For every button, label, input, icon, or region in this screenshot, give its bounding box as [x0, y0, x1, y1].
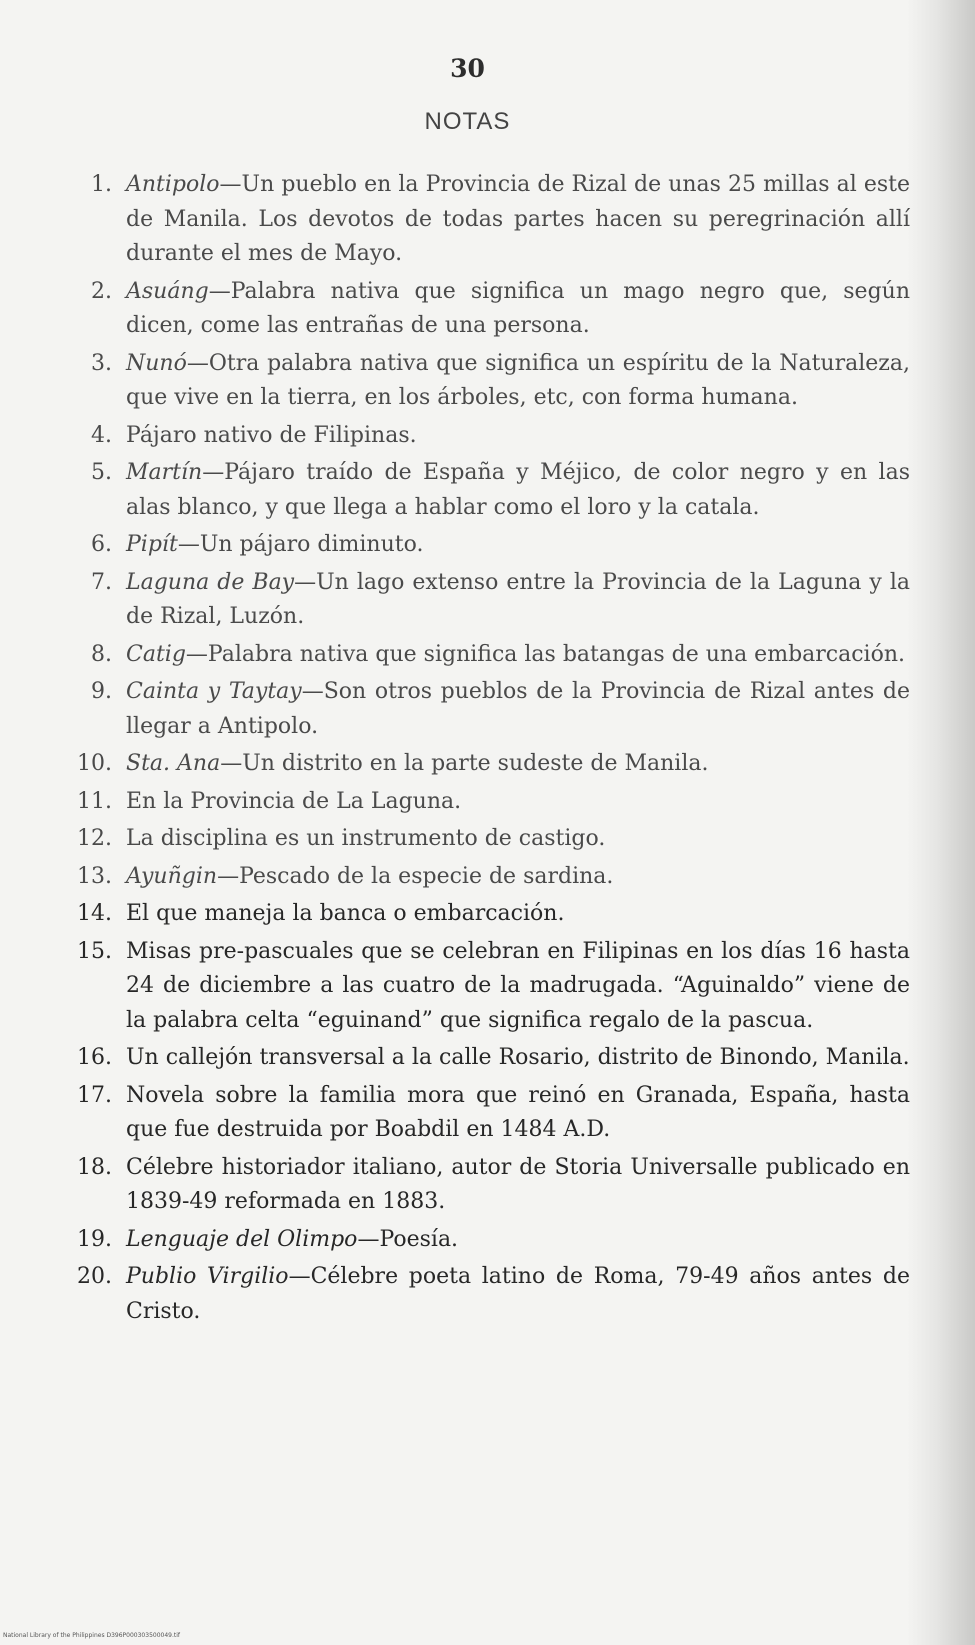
note-number: 10. — [77, 751, 112, 776]
note-number: 8. — [91, 641, 112, 667]
note-number: 13. — [77, 863, 112, 889]
note-item — [62, 1079, 910, 1148]
note-number: 18. — [77, 1154, 112, 1180]
note-number: 20. — [77, 1264, 112, 1289]
note-text: La disciplina es un instrumento de castigo. — [126, 826, 606, 851]
note-number: 9. — [91, 679, 112, 704]
note-number: 4. — [91, 422, 112, 448]
note-item: 1. Antipolo—Un pueblo en la Provincia de Rizal de unas 25 millas al este de Manila. Los devotos de todas partes hacen su peregrinación allí durante el mes de Mayo. — [62, 168, 910, 272]
note-item — [62, 897, 910, 932]
note-item — [62, 785, 910, 820]
note-item: 13. Ayuñgin—Pescado de la especie de sardina. — [62, 860, 910, 895]
note-item: 2. Asuáng—Palabra nativa que significa un mago negro que, según dicen, come las entrañas de una persona. — [62, 275, 910, 344]
note-text: Pájaro traído de España y Méjico, de color negro y en las alas blanco, y que llega a hablar como el loro y la catala. — [126, 460, 910, 520]
note-number: 19. — [77, 1226, 112, 1252]
note-number: 11. — [77, 788, 112, 814]
note-text: Misas pre-pascuales que se celebran en Filipinas en los días 16 hasta 24 de diciembre a las cuatro de la madrugada. “Aguinaldo” viene de la palabra celta “eguinand” que significa regalo de la pascua. — [126, 938, 910, 1033]
note-text: Un pueblo en la Provincia de Rizal de unas 25 millas al este de Manila. Los devotos de todas partes hacen su peregrinación allí durante el mes de Mayo. — [126, 172, 910, 266]
note-item — [62, 1041, 910, 1076]
note-text: Novela sobre la familia mora que reinó en Granada, España, hasta que fue destruida por Boabdil en 1484 A.D. — [126, 1082, 910, 1142]
note-text: Poesía. — [379, 1226, 459, 1252]
notes-list — [62, 168, 910, 1332]
note-term: Laguna de Bay — [126, 569, 295, 595]
note-item: 5. Martín—Pájaro traído de España y Méjico, de color negro y en las alas blanco, y que llega a hablar como el loro y la catala. — [62, 456, 910, 525]
note-term: Asuáng — [126, 278, 209, 304]
scan-footer: National Library of the Philippines D396P000303500049.tif — [3, 1632, 181, 1639]
note-number: 12. — [77, 826, 112, 851]
note-number: 2. — [91, 278, 112, 304]
note-term: Martín — [126, 460, 203, 485]
note-number: 15. — [77, 938, 112, 964]
note-term: Sta. Ana — [126, 751, 221, 776]
note-item: 8. Catig—Palabra nativa que significa las batangas de una embarcación. — [62, 638, 910, 673]
note-text: Un distrito en la parte sudeste de Manila. — [242, 751, 709, 776]
note-item: 3. Nunó—Otra palabra nativa que significa un espíritu de la Naturaleza, que vive en la tierra, en los árboles, etc, con forma humana. — [62, 347, 910, 416]
page-number: 30 — [450, 54, 485, 83]
page-title: NOTAS — [424, 108, 511, 135]
note-text: Palabra nativa que significa un mago negro que, según dicen, come las entrañas de una persona. — [126, 278, 910, 338]
note-text: Un lago extenso entre la Provincia de la Laguna y la de Rizal, Luzón. — [126, 569, 910, 629]
note-item: 7. Laguna de Bay—Un lago extenso entre la Provincia de la Laguna y la de Rizal, Luzón. — [62, 566, 910, 635]
note-number: 6. — [91, 532, 112, 557]
note-term: Ayuñgin — [126, 863, 218, 889]
note-item — [62, 419, 910, 454]
note-number: 5. — [91, 460, 112, 485]
note-term: Cainta y Taytay — [126, 679, 302, 704]
note-item — [62, 1151, 910, 1220]
note-text: El que maneja la banca o embarcación. — [126, 901, 565, 926]
note-term: Lenguaje del Olimpo — [126, 1226, 358, 1252]
note-number: 7. — [91, 569, 112, 595]
note-term: Nunó — [126, 350, 187, 376]
note-number: 16. — [77, 1045, 112, 1070]
note-term: Publio Virgilio — [126, 1264, 289, 1289]
note-item: 10. Sta. Ana—Un distrito en la parte sudeste de Manila. — [62, 747, 910, 782]
note-item: 19. Lenguaje del Olimpo—Poesía. — [62, 1223, 910, 1258]
note-item — [62, 822, 910, 857]
note-text: Palabra nativa que significa las batangas de una embarcación. — [207, 641, 905, 667]
note-text: Pájaro nativo de Filipinas. — [126, 422, 417, 448]
note-term: Catig — [126, 641, 186, 667]
note-term: Pipít — [126, 532, 178, 557]
note-number: 3. — [91, 350, 112, 376]
note-text: Son otros pueblos de la Provincia de Rizal antes de llegar a Antipolo. — [126, 679, 910, 739]
note-number: 1. — [91, 172, 112, 197]
note-text: En la Provincia de La Laguna. — [126, 788, 462, 814]
note-text: Otra palabra nativa que significa un espíritu de la Naturaleza, que vive en la tierra, en los árboles, etc, con forma humana. — [126, 350, 910, 410]
note-term: Antipolo — [126, 172, 220, 197]
note-item: 9. Cainta y Taytay—Son otros pueblos de la Provincia de Rizal antes de llegar a Antipolo. — [62, 675, 910, 744]
note-text: Un callejón transversal a la calle Rosario, distrito de Binondo, Manila. — [126, 1045, 910, 1070]
note-number: 17. — [77, 1082, 112, 1108]
note-item: 20. Publio Virgilio—Célebre poeta latino de Roma, 79-49 años antes de Cristo. — [62, 1260, 910, 1329]
note-text: Célebre poeta latino de Roma, 79-49 años antes de Cristo. — [126, 1264, 911, 1324]
note-item: 6. Pipít—Un pájaro diminuto. — [62, 528, 910, 563]
note-text: Pescado de la especie de sardina. — [239, 863, 614, 889]
note-number: 14. — [77, 901, 112, 926]
note-text: Célebre historiador italiano, autor de Storia Universalle publicado en 1839-49 reformada en 1883. — [126, 1154, 910, 1214]
note-text: Un pájaro diminuto. — [199, 532, 424, 557]
note-item — [62, 935, 910, 1039]
